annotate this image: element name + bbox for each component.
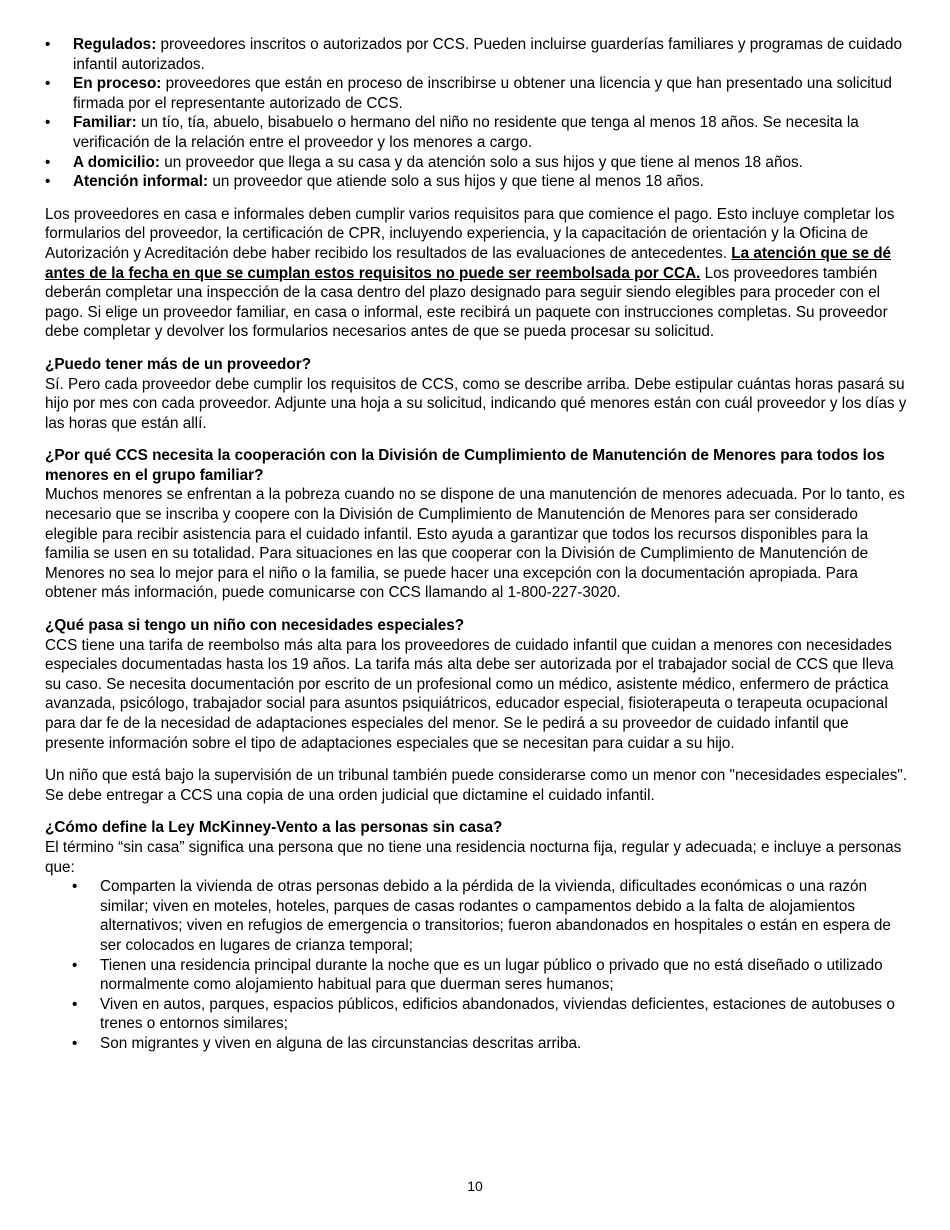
- term-definition: proveedores que están en proceso de inscribirse u obtener una licencia y que han presentado una solicitud firmada por el representante autorizado de CCS.: [73, 75, 892, 112]
- document-page: [45, 35, 911, 1054]
- section-heading: ¿Qué pasa si tengo un niño con necesidades especiales?: [45, 617, 465, 635]
- term-definition: proveedores inscritos o autorizados por CCS. Pueden incluirse guarderías familiares y programas de cuidado infantil autorizados.: [73, 36, 902, 73]
- requirements-text: Los proveedores en casa e informales deben cumplir varios requisitos para que comience el pago. Esto incluye completar los formularios del proveedor, la certificación de CPR, incluyendo experiencia, y la capacitación de orientación y la Oficina de Autorización y Acreditación debe haber recibido los resultados de las evaluaciones de antecedentes.: [45, 205, 895, 262]
- requirements-text-continued: Los proveedores también deberán completar una inspección de la casa dentro del plazo designado para seguir siendo elegibles para proceder con el pago. Si elige un proveedor familiar, en casa o informal, este recibirá un paquete con instrucciones completas. Su proveedor debe completar y devolver los formularios necesarios antes de que se pueda procesar su solicitud.: [45, 264, 888, 341]
- list-item: • Comparten la vivienda de otras personas debido a la pérdida de la vivienda, dificultades económicas o una razón similar; viven en moteles, hoteles, parques de casas rodantes o campamentos debido a la falta de alojamientos alternativos; viven en refugios de emergencia o transitorios; fueron abandonados en hospitales o están en espera de ser colocados en lugares de crianza temporal;: [72, 877, 911, 955]
- term-definition: un tío, tía, abuelo, bisabuelo o hermano del niño no residente que tenga al menos 18 años. Se necesita la verificación de la relación entre el proveedor y los menores a cargo.: [73, 114, 859, 151]
- list-item: [45, 172, 911, 192]
- section-heading: ¿Por qué CCS necesita la cooperación con la División de Cumplimiento de Manutención de Menores para todos los menores en el grupo familiar?: [45, 447, 885, 484]
- section-homeless-definition: [45, 818, 911, 1053]
- section-body-continued: Un niño que está bajo la supervisión de un tribunal también puede considerarse como un menor con "necesidades especiales". Se debe entregar a CCS una copia de una orden judicial que dictamine el cuidado infantil.: [45, 767, 908, 804]
- term-label: En proceso:: [73, 75, 162, 93]
- page-number: 10: [467, 1178, 483, 1194]
- section-heading: ¿Puedo tener más de un proveedor?: [45, 355, 312, 373]
- list-item: • Tienen una residencia principal durante la noche que es un lugar público o privado que no está diseñado o utilizado normalmente como alojamiento habitual para que duerman seres humanos;: [72, 956, 911, 995]
- term-label: Familiar:: [73, 114, 137, 132]
- term-label: Atención informal:: [73, 173, 209, 191]
- list-item: [45, 35, 911, 74]
- section-special-needs: [45, 616, 911, 805]
- homeless-criteria-list: [72, 877, 911, 1053]
- requirements-emphasis: La atención que se dé antes de la fecha en que se cumplan estos requisitos no puede ser reembolsada por CCA.: [45, 244, 892, 282]
- section-body: Muchos menores se enfrentan a la pobreza cuando no se dispone de una manutención de menores adecuada. Por lo tanto, es necesario que se inscriba y coopere con la División de Cumplimiento de Manutención de Menores para ser considerado elegible para recibir asistencia para el cuidado infantil. Esto ayuda a garantizar que todos los recursos disponibles para la familia se usen en su totalidad. Para situaciones en las que cooperar con la División de Cumplimiento de Manutención de Menores no sea lo mejor para el niño o la familia, se puede hacer una excepción con la documentación apropiada. Para obtener más información, puede comunicarse con CCS llamando al 1-800-227-3020.: [45, 486, 905, 602]
- section-multiple-providers: [45, 355, 911, 433]
- list-item: [45, 74, 911, 113]
- section-body: Sí. Pero cada proveedor debe cumplir los requisitos de CCS, como se describe arriba. Debe estipular cuántas horas pasará su hijo por mes con cada proveedor. Adjunte una hoja a su solicitud, indicando qué menores están con cuál proveedor y los días y las horas que están allí.: [45, 375, 907, 432]
- list-item: [45, 113, 911, 152]
- term-definition: un proveedor que atiende solo a sus hijos y que tiene al menos 18 años.: [208, 173, 704, 191]
- term-definition: un proveedor que llega a su casa y da atención solo a sus hijos y que tiene al menos 18 años.: [159, 153, 803, 171]
- section-heading: ¿Cómo define la Ley McKinney-Vento a las personas sin casa?: [45, 819, 503, 837]
- term-label: A domicilio:: [73, 153, 160, 171]
- list-item: • Son migrantes y viven en alguna de las circunstancias descritas arriba.: [72, 1034, 911, 1054]
- requirements-paragraph: [45, 205, 911, 342]
- section-body: CCS tiene una tarifa de reembolso más alta para los proveedores de cuidado infantil que cuidan a menores con necesidades especiales documentadas hasta los 19 años. La tarifa más alta debe ser autorizada por el trabajador social de CCS que lleva su caso. Se necesita documentación por escrito de un profesional como un médico, asistente médico, enfermero de práctica avanzada, psicólogo, trabajador social para asuntos psiquiátricos, educador especial, fisioterapeuta o terapeuta ocupacional para dar fe de la necesidad de adaptaciones especiales del menor. Se le pedirá a su proveedor de cuidado infantil que presente información sobre el tipo de adaptaciones especiales que se necesitan para cuidar a su hijo.: [45, 636, 894, 752]
- section-body: El término “sin casa” significa una persona que no tiene una residencia nocturna fija, regular y adecuada; e incluye a personas que:: [45, 838, 902, 876]
- list-item: • Viven en autos, parques, espacios públicos, edificios abandonados, viviendas deficientes, estaciones de autobuses o trenes o entornos similares;: [72, 995, 911, 1034]
- provider-types-list: [45, 35, 911, 192]
- term-label: Regulados:: [73, 36, 157, 53]
- list-item: [45, 153, 911, 173]
- section-child-support: [45, 446, 911, 603]
